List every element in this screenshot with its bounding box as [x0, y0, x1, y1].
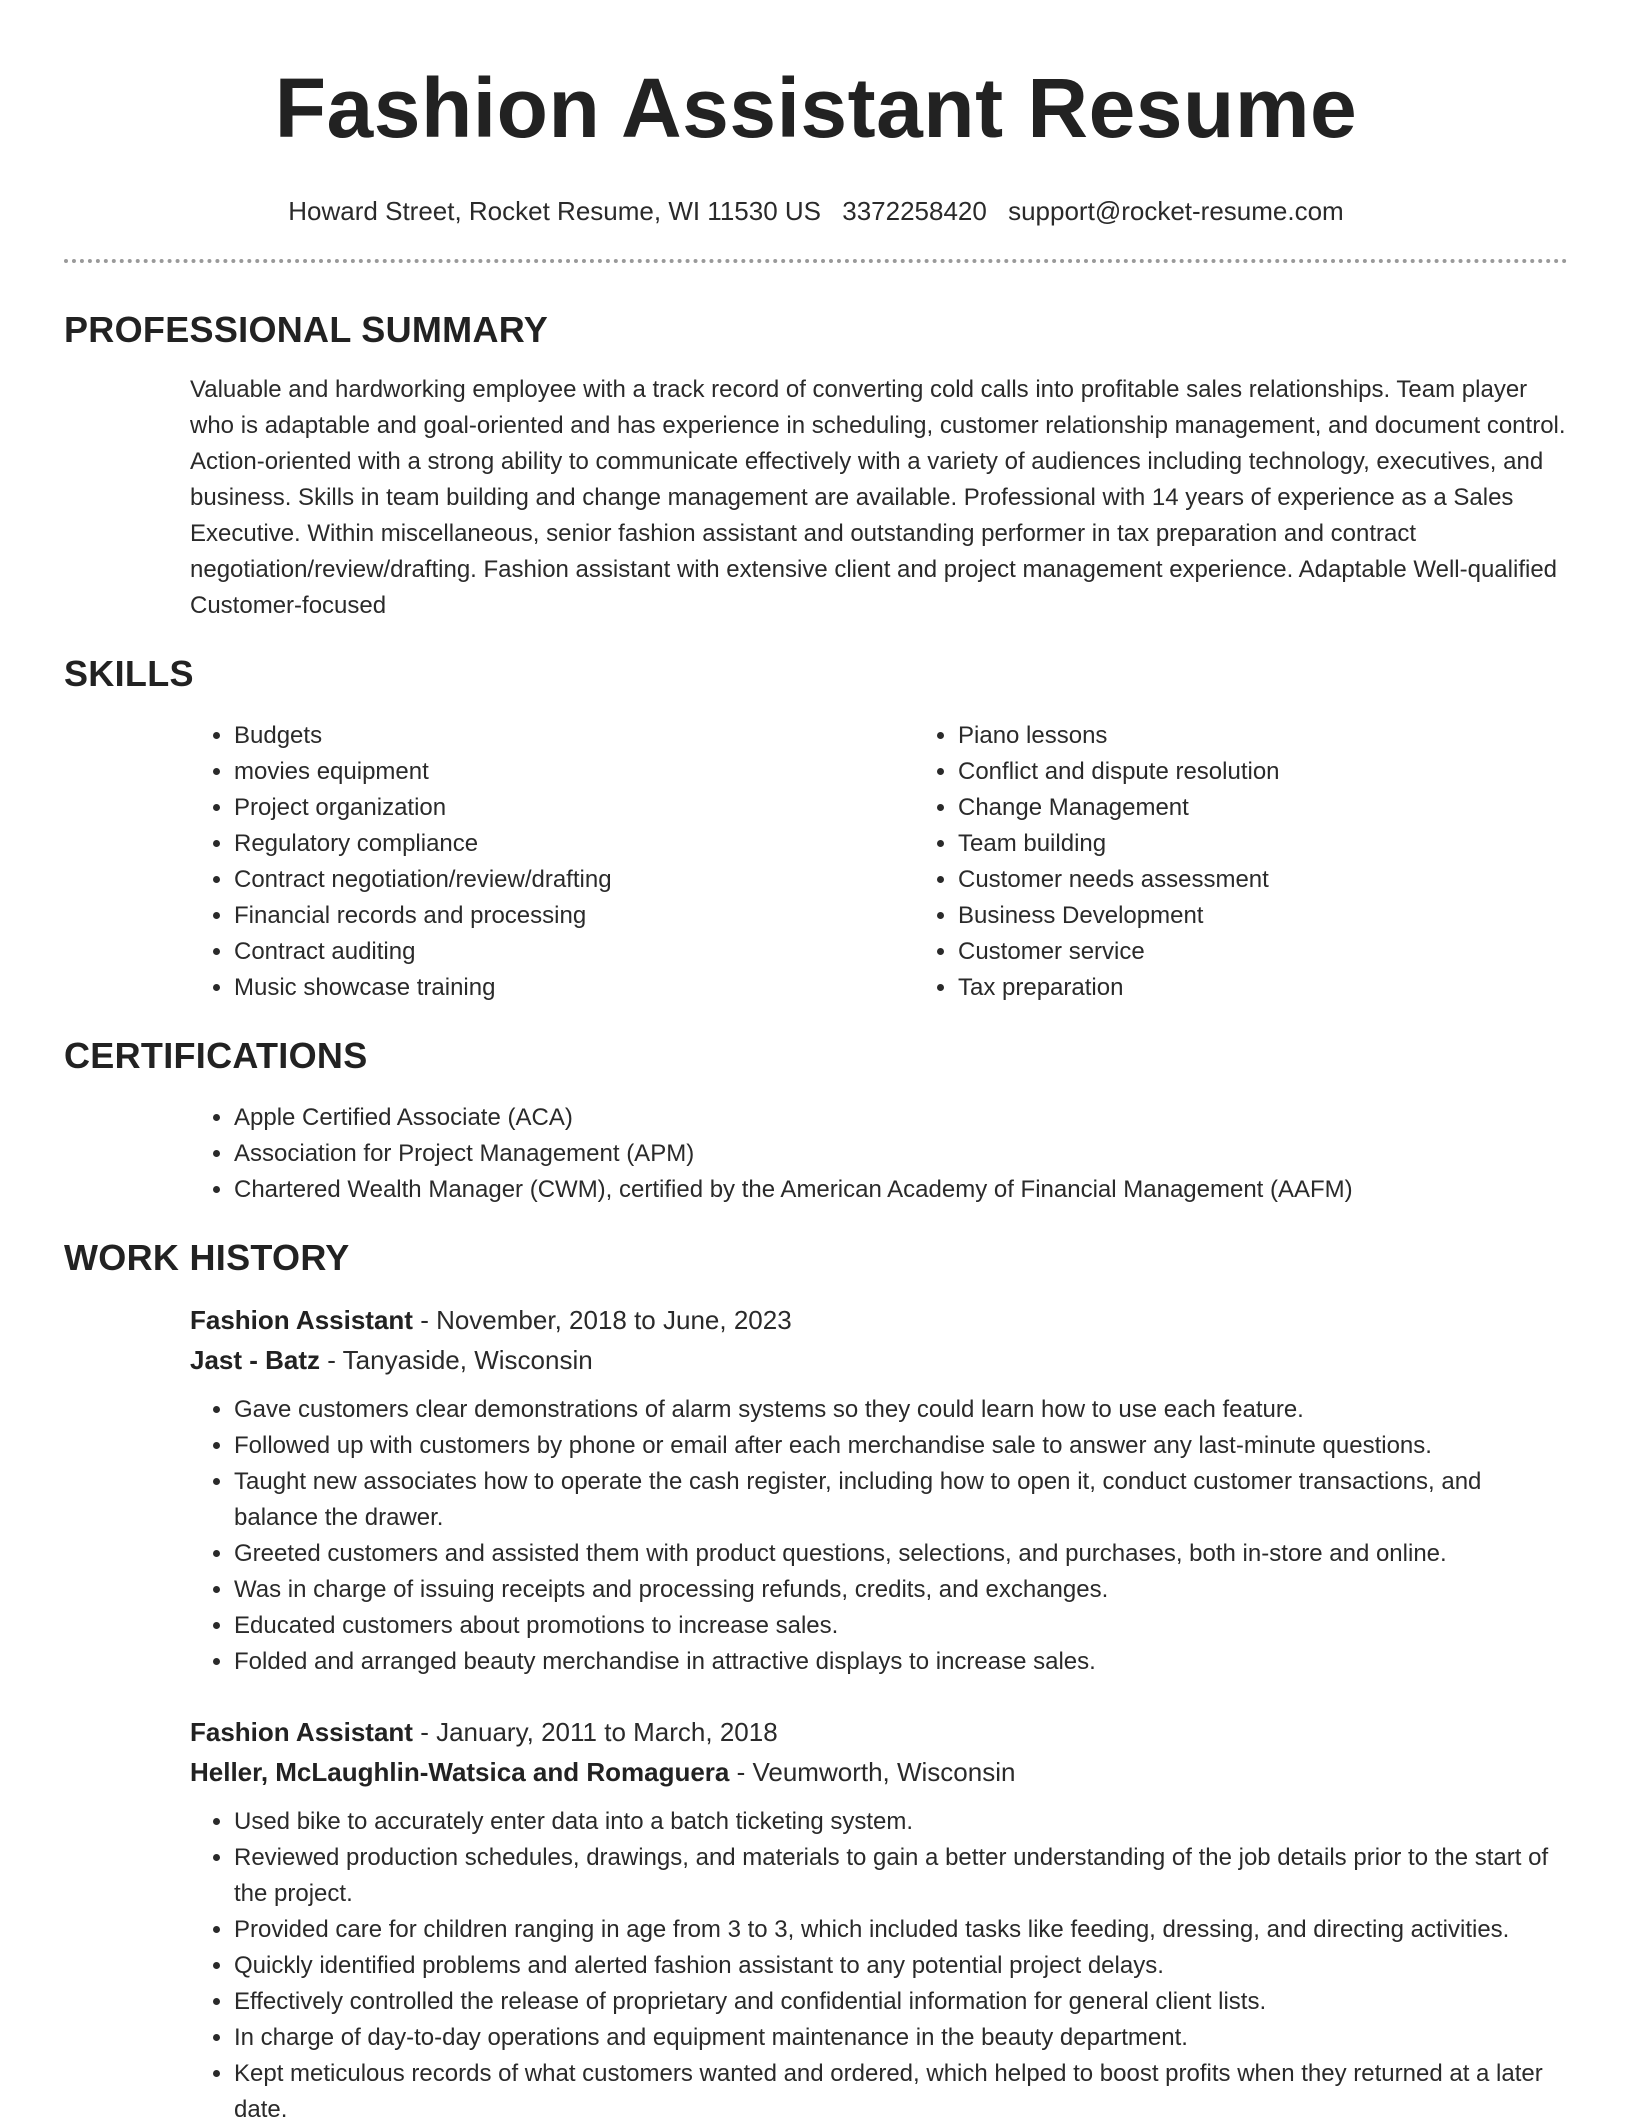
summary-section — [64, 308, 1568, 624]
summary-text: Valuable and hardworking employee with a track record of converting cold calls into profitable sales relationships. Team player who is adaptable and goal-oriented and has experience in scheduling, customer relationship management, and document control. Action-oriented with a strong ability to communicate effectively with a variety of audiences including technology, executives, and business. Skills in team building and change management are available. Professional with 14 years of experience as a Sales Executive. Within miscellaneous, senior fashion assistant and outstanding performer in tax preparation and contract negotiation/review/drafting. Fashion assistant with extensive client and project management experience. Adaptable Well-qualified Customer-focused — [190, 376, 1566, 619]
list-item: • Change Management — [958, 790, 1632, 826]
job-entry — [190, 1712, 1568, 2128]
skills-list-right — [914, 718, 1632, 1006]
work-history-heading: WORK HISTORY — [64, 1237, 350, 1278]
list-item: • Conflict and dispute resolution — [958, 754, 1632, 790]
skills-grid — [190, 718, 1568, 1006]
skills-heading: SKILLS — [64, 653, 194, 694]
header-divider — [64, 259, 1568, 263]
list-item: • Budgets — [234, 718, 914, 754]
list-item: • movies equipment — [234, 754, 914, 790]
job-company: Jast - Batz — [190, 1345, 321, 1375]
list-item: • Kept meticulous records of what customers wanted and ordered, which helped to boost profits when they returned at a later date. — [234, 2056, 1568, 2128]
list-item: • Educated customers about promotions to increase sales. — [234, 1608, 1568, 1644]
list-item: • Customer service — [958, 934, 1632, 970]
list-item: • Effectively controlled the release of proprietary and confidential information for general client lists. — [234, 1984, 1568, 2020]
list-item: • Team building — [958, 826, 1632, 862]
job-company-line — [190, 1752, 1568, 1792]
list-item: • Apple Certified Associate (ACA) — [234, 1100, 1568, 1136]
list-item: • Association for Project Management (APM) — [234, 1136, 1568, 1172]
job-location: - Tanyaside, Wisconsin — [320, 1345, 593, 1375]
list-item: • Tax preparation — [958, 970, 1632, 1006]
contact-line — [64, 194, 1568, 228]
list-item: • Folded and arranged beauty merchandise in attractive displays to increase sales. — [234, 1644, 1568, 1680]
list-item: • Followed up with customers by phone or email after each merchandise sale to answer any last-minute questions. — [234, 1428, 1568, 1464]
job-title: Fashion Assistant — [190, 1305, 413, 1335]
job-duties-list — [190, 1392, 1568, 1680]
job-entry — [190, 1300, 1568, 1680]
list-item: • Contract auditing — [234, 934, 914, 970]
contact-phone: 3372258420 — [842, 196, 987, 226]
list-item: • Reviewed production schedules, drawings, and materials to gain a better understanding of the job details prior to the start of the project. — [234, 1840, 1568, 1912]
work-history-section — [64, 1236, 1568, 2128]
job-location: - Veumworth, Wisconsin — [729, 1757, 1016, 1787]
certifications-body — [190, 1100, 1568, 1208]
list-item: • Project organization — [234, 790, 914, 826]
job-dates: - November, 2018 to June, 2023 — [412, 1305, 792, 1335]
list-item: • Financial records and processing — [234, 898, 914, 934]
list-item: • In charge of day-to-day operations and equipment maintenance in the beauty department. — [234, 2020, 1568, 2056]
job-title-line — [190, 1712, 1568, 1752]
job-duties-list — [190, 1804, 1568, 2128]
list-item: • Was in charge of issuing receipts and processing refunds, credits, and exchanges. — [234, 1572, 1568, 1608]
list-item: • Quickly identified problems and alerted fashion assistant to any potential project delays. — [234, 1948, 1568, 1984]
list-item: • Used bike to accurately enter data into a batch ticketing system. — [234, 1804, 1568, 1840]
job-dates: - January, 2011 to March, 2018 — [412, 1717, 778, 1747]
certifications-section — [64, 1034, 1568, 1208]
skills-list-left — [190, 718, 914, 1006]
job-company-line — [190, 1340, 1568, 1380]
list-item: • Music showcase training — [234, 970, 914, 1006]
job-title: Fashion Assistant — [190, 1717, 413, 1747]
list-item: • Piano lessons — [958, 718, 1632, 754]
certifications-list — [190, 1100, 1568, 1208]
job-company: Heller, McLaughlin-Watsica and Romaguera — [190, 1757, 730, 1787]
list-item: • Regulatory compliance — [234, 826, 914, 862]
list-item: • Provided care for children ranging in age from 3 to 3, which included tasks like feeding, dressing, and directing activities. — [234, 1912, 1568, 1948]
resume-title: Fashion Assistant Resume — [274, 61, 1358, 155]
list-item: • Taught new associates how to operate the cash register, including how to open it, conduct customer transactions, and balance the drawer. — [234, 1464, 1568, 1536]
list-item: • Chartered Wealth Manager (CWM), certified by the American Academy of Financial Management (AAFM) — [234, 1172, 1568, 1208]
skills-section — [64, 652, 1568, 1006]
list-item: • Customer needs assessment — [958, 862, 1632, 898]
summary-body — [190, 372, 1568, 624]
list-item: • Gave customers clear demonstrations of alarm systems so they could learn how to use each feature. — [234, 1392, 1568, 1428]
contact-address: Howard Street, Rocket Resume, WI 11530 US — [288, 196, 822, 226]
job-title-line — [190, 1300, 1568, 1340]
list-item: • Greeted customers and assisted them with product questions, selections, and purchases, both in-store and online. — [234, 1536, 1568, 1572]
list-item: • Business Development — [958, 898, 1632, 934]
summary-heading: PROFESSIONAL SUMMARY — [64, 309, 549, 350]
list-item: • Contract negotiation/review/drafting — [234, 862, 914, 898]
contact-email: support@rocket-resume.com — [1008, 196, 1344, 226]
certifications-heading: CERTIFICATIONS — [64, 1035, 368, 1076]
